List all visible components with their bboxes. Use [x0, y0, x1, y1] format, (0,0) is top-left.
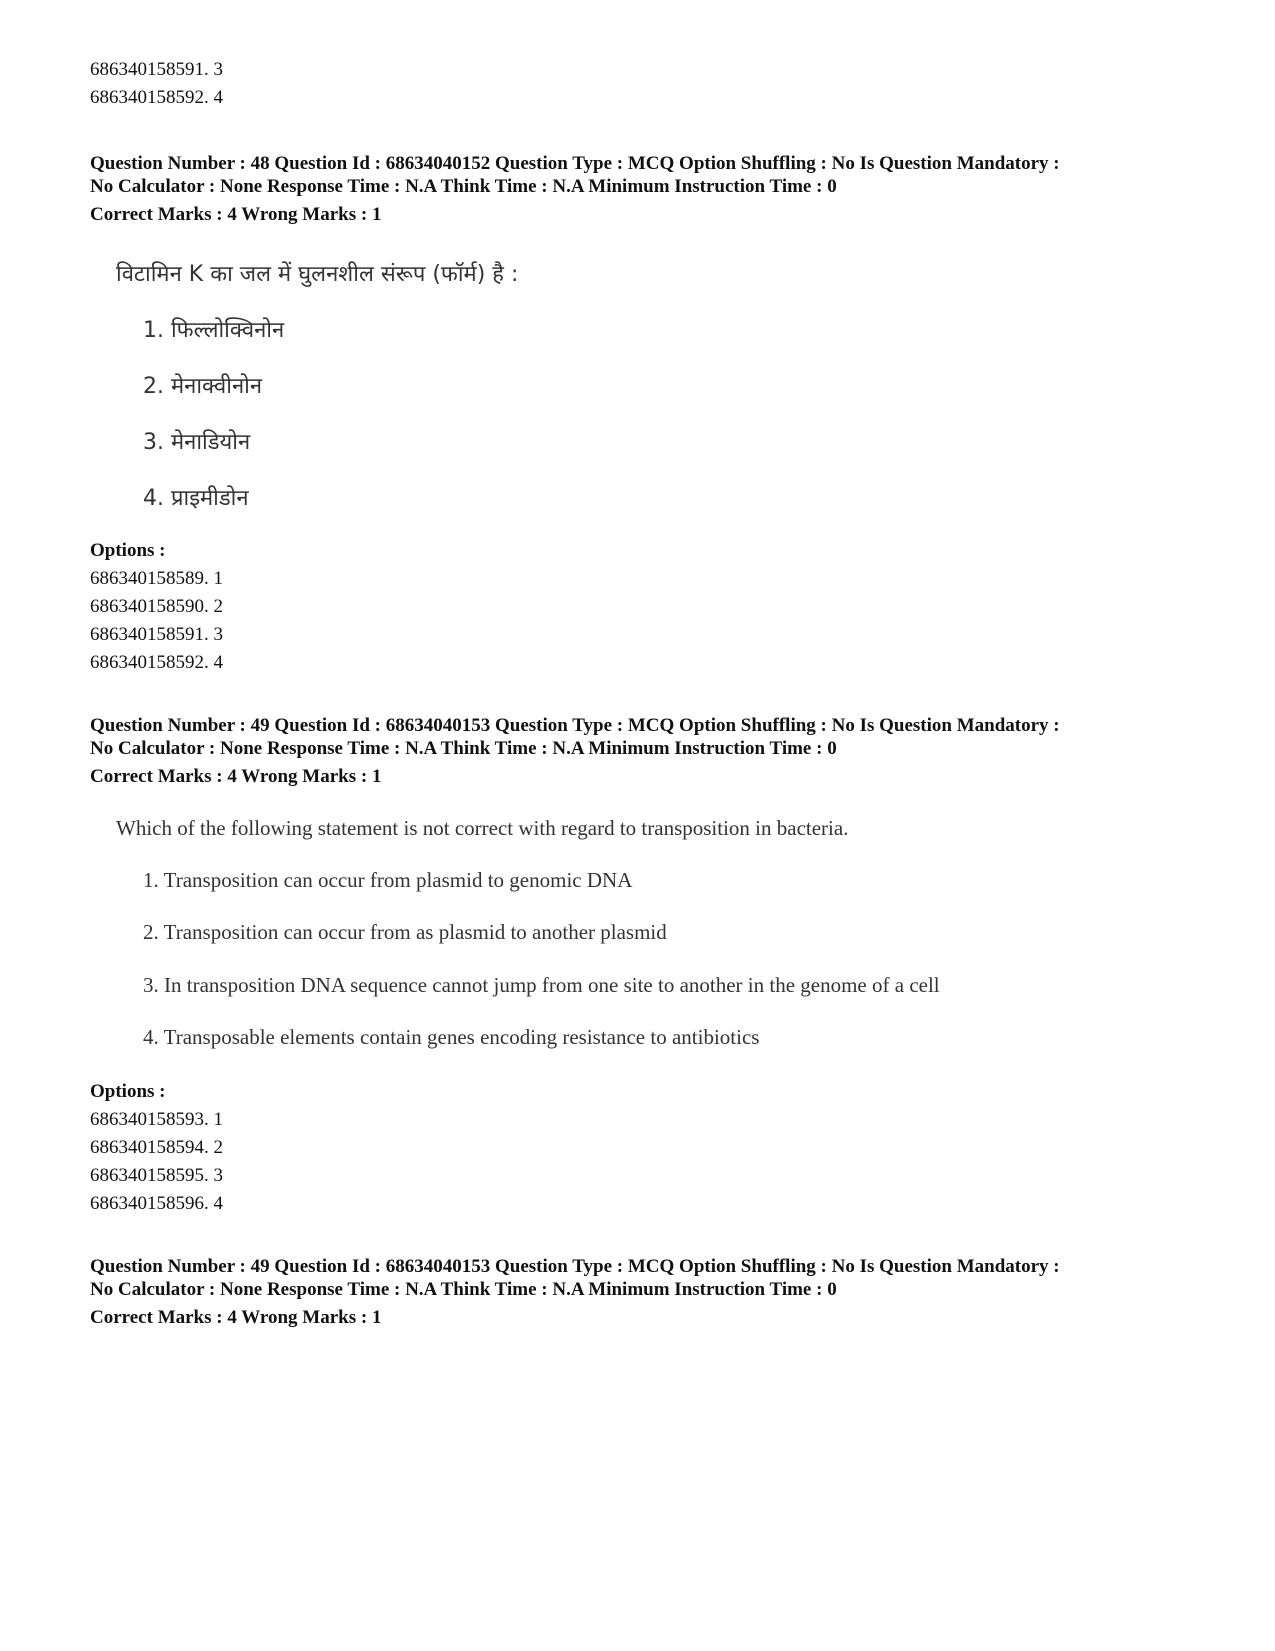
- question-marks: Correct Marks : 4 Wrong Marks : 1: [90, 204, 382, 225]
- option-line: 686340158596. 4: [90, 1193, 223, 1214]
- option-line: 686340158591. 3: [90, 624, 223, 645]
- question-choice: 1. Transposition can occur from plasmid to genomic DNA: [143, 868, 633, 892]
- option-line: 686340158591. 3: [90, 59, 223, 80]
- question-meta-line: No Calculator : None Response Time : N.A Think Time : N.A Minimum Instruction Time : 0: [90, 176, 837, 197]
- option-line: 686340158592. 4: [90, 87, 223, 108]
- option-line: 686340158590. 2: [90, 596, 223, 617]
- question-marks: Correct Marks : 4 Wrong Marks : 1: [90, 1307, 382, 1328]
- question-meta-line: No Calculator : None Response Time : N.A Think Time : N.A Minimum Instruction Time : 0: [90, 1279, 837, 1300]
- options-label: Options :: [90, 1081, 166, 1102]
- question-stem: विटामिन K का जल में घुलनशील संरूप (फॉर्म) है :: [116, 262, 519, 287]
- question-choice: 2. Transposition can occur from as plasmid to another plasmid: [143, 920, 667, 944]
- question-marks: Correct Marks : 4 Wrong Marks : 1: [90, 766, 382, 787]
- question-choice: 4. प्राइमीडोन: [143, 486, 249, 511]
- question-choice: 4. Transposable elements contain genes encoding resistance to antibiotics: [143, 1025, 760, 1049]
- question-meta-line: Question Number : 49 Question Id : 68634040153 Question Type : MCQ Option Shuffling : No Is Question Mandatory :: [90, 715, 1060, 736]
- option-line: 686340158592. 4: [90, 652, 223, 673]
- option-line: 686340158593. 1: [90, 1109, 223, 1130]
- question-choice: 2. मेनाक्वीनोन: [143, 374, 263, 399]
- question-choice: 3. In transposition DNA sequence cannot jump from one site to another in the genome of a cell: [143, 973, 940, 997]
- option-line: 686340158594. 2: [90, 1137, 223, 1158]
- question-choice: 3. मेनाडियोन: [143, 430, 251, 455]
- option-line: 686340158595. 3: [90, 1165, 223, 1186]
- question-meta-line: Question Number : 48 Question Id : 68634040152 Question Type : MCQ Option Shuffling : No Is Question Mandatory :: [90, 153, 1060, 174]
- question-choice: 1. फिल्लोक्विनोन: [143, 318, 285, 343]
- options-label: Options :: [90, 540, 166, 561]
- option-line: 686340158589. 1: [90, 568, 223, 589]
- question-meta-line: No Calculator : None Response Time : N.A Think Time : N.A Minimum Instruction Time : 0: [90, 738, 837, 759]
- question-meta-line: Question Number : 49 Question Id : 68634040153 Question Type : MCQ Option Shuffling : No Is Question Mandatory :: [90, 1256, 1060, 1277]
- question-stem: Which of the following statement is not correct with regard to transposition in bacteria.: [116, 816, 849, 840]
